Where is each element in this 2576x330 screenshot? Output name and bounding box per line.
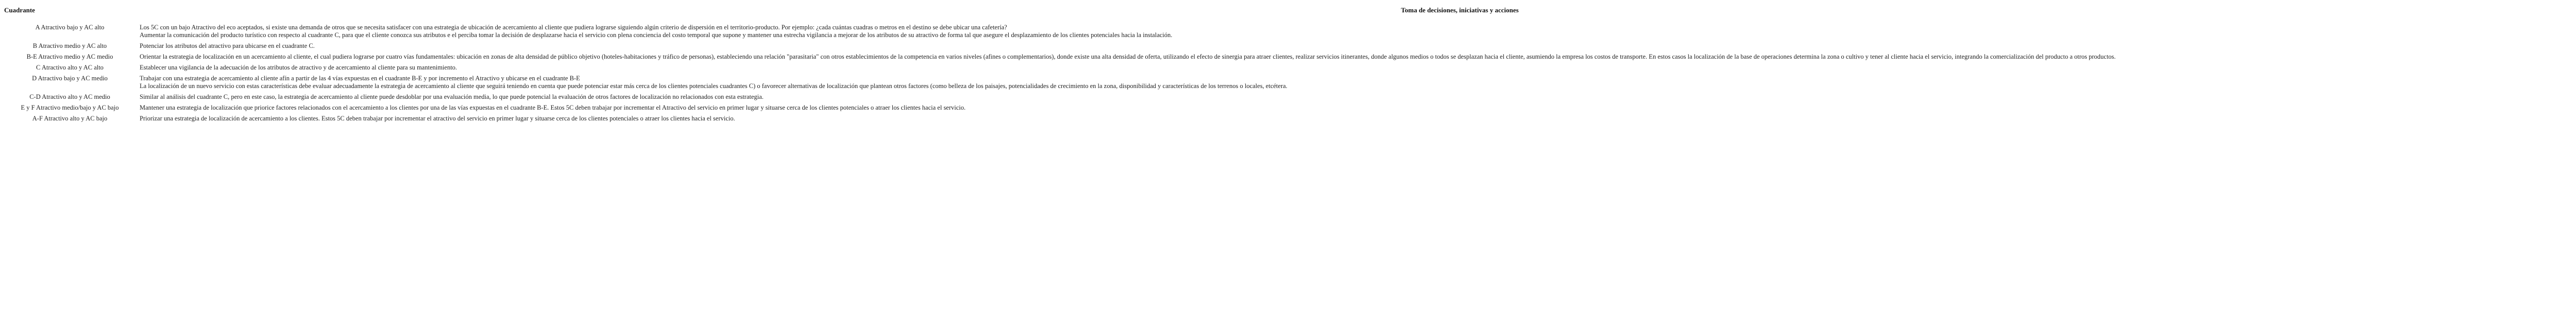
- table-row: [2, 74, 2576, 92]
- decisions-cell: [138, 41, 2576, 52]
- decisions-cell: [138, 23, 2576, 41]
- header-decisions: Toma de decisiones, iniciativas y acciones: [1401, 6, 1519, 14]
- table-row: [2, 63, 2576, 74]
- decision-line: Aumentar la comunicación del producto turístico con respecto al cuadrante C, para que el cliente conozca sus atributos e el perciba tomar la decisión de desplazarse hacia el servicio con plena conciencia del costo temporal que supone y mantener una estrecha vigilancia a mejorar de los atributos de su atractivo de forma tal que asegure el desplazamiento de los clientes potenciales hacia la instalación.: [140, 31, 1173, 39]
- decision-line: Establecer una vigilancia de la adecuación de los atributos de atractivo y de acercamiento al cliente para su mantenimiento.: [140, 64, 457, 71]
- decision-line: Trabajar con una estrategia de acercamiento al cliente afín a partir de las 4 vías expuestas en el cuadrante B-E y por incremento el Atractivo y ubicarse en el cuadrante B-E: [140, 75, 580, 82]
- decisions-cell: [138, 63, 2576, 74]
- quadrant-cell: B Atractivo medio y AC alto: [32, 42, 107, 49]
- table-header-row: [2, 5, 2576, 23]
- table-row: [2, 103, 2576, 114]
- header-quadrant: Cuadrante: [4, 6, 35, 14]
- table-row: [2, 23, 2576, 41]
- table-row: [2, 92, 2576, 103]
- decisions-cell: [138, 74, 2576, 92]
- quadrant-cell: C Atractivo alto y AC alto: [36, 64, 104, 71]
- quadrant-cell: A-F Atractivo alto y AC bajo: [32, 115, 108, 122]
- table-row: [2, 114, 2576, 125]
- decisions-cell: [138, 114, 2576, 125]
- quadrant-cell: E y F Atractivo medio/bajo y AC bajo: [21, 104, 119, 111]
- quadrant-cell: D Atractivo bajo y AC medio: [32, 75, 108, 82]
- table-row: [2, 52, 2576, 63]
- decisions-cell: [138, 92, 2576, 103]
- decision-line: Mantener una estrategia de localización que priorice factores relacionados con el acercamiento a los clientes por una de las vías expuestas en el cuadrante B-E. Estos 5C deben trabajar por incrementar el Atractivo del servicio en primer lugar y situarse cerca de los clientes potenciales o atraer los clientes hacia el servicio.: [140, 104, 966, 111]
- decision-line: Priorizar una estrategia de localización de acercamiento a los clientes. Estos 5C deben trabajar por incrementar el atractivo del servicio en primer lugar y situarse cerca de los clientes potenciales o atraer los clientes hacia el servicio.: [140, 115, 735, 122]
- decisions-cell: [138, 103, 2576, 114]
- quadrant-cell: A Atractivo bajo y AC alto: [35, 24, 105, 31]
- decision-line: Similar al análisis del cuadrante C, pero en este caso, la estrategia de acercamiento al cliente puede desdoblar por una evaluación media, lo que puede potencial la evaluación de otros factores de localización no relacionados con esta estrategia.: [140, 93, 764, 100]
- table-row: [2, 41, 2576, 52]
- decision-line: Los 5C con un bajo Atractivo del eco aceptados, si existe una demanda de otros que se necesita satisfacer con una estrategia de ubicación de acercamiento al cliente que pudiera lograrse siguiendo algún criterio de dispersión en el territorio-producto. Por ejemplo: ¿cada cuántas cuadras o metros en el destino se debe ubicar una cafetería?: [140, 24, 1007, 31]
- decisions-cell: [138, 52, 2576, 63]
- decision-line: Potenciar los atributos del atractivo para ubicarse en el cuadrante C.: [140, 42, 315, 49]
- decision-line: La localización de un nuevo servicio con estas características debe evaluar adecuadamente la estrategia de acercamiento al cliente que seguirá teniendo en cuenta que puede potenciar estar más cerca de los clientes potenciales cuadrantes C) o favorecer alternativas de localización que plantean otros factores (como belleza de los paisajes, potencialidades de crecimiento en la zona, disponibilidad y características de los terrenos o locales, etcétera.: [140, 82, 1287, 90]
- quadrant-cell: B-E Atractivo medio y AC medio: [26, 53, 113, 60]
- decision-table: [2, 5, 2576, 125]
- decision-line: Orientar la estrategia de localización en un acercamiento al cliente, el cual pudiera lograrse por cuatro vías fundamentales: ubicación en zonas de alta densidad de público objetivo (hoteles-habitaciones y tráfico de personas), estableciendo una relación "parasitaria" con otros establecimientos de la competencia en varios niveles (afines o complementarios), donde existe una alta densidad de oferta, utilizando el efecto de sinergia para atraer clientes, realizar servicios itinerantes, donde algunos medios o todos se desplazan hacia el cliente, asumiendo la empresa los costos de transporte. En estos casos la localización de la base de operaciones determina la zona o cultivo y tener al cliente hacia el servicio, integrando la comercialización del producto a otros productos.: [140, 53, 2116, 60]
- quadrant-cell: C-D Atractivo alto y AC medio: [29, 93, 110, 100]
